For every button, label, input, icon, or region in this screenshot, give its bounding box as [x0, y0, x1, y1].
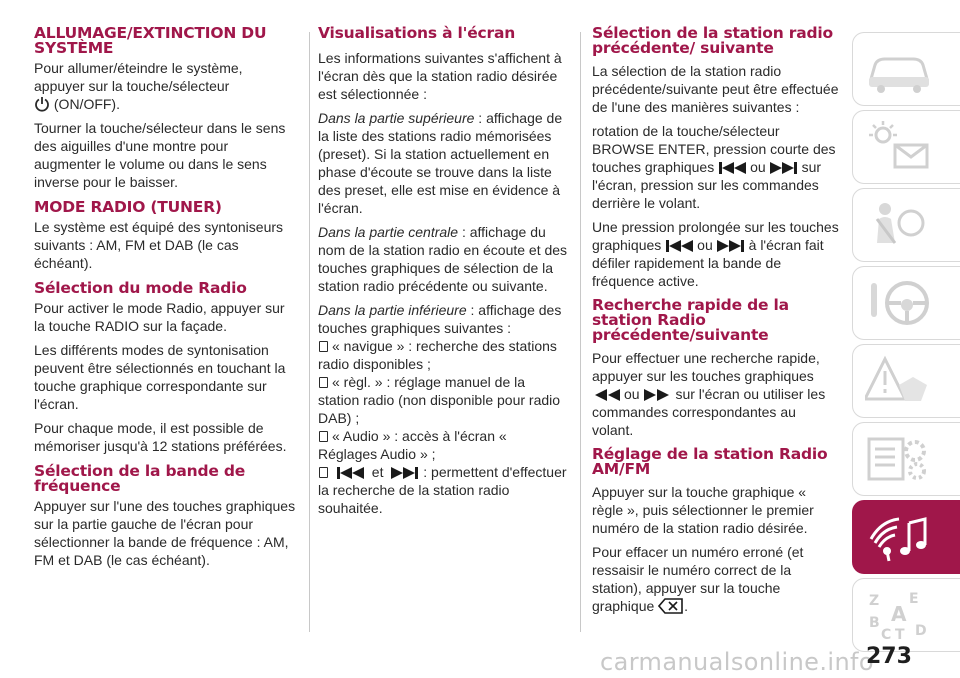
text: sur l'écran, pression sur les commandes derrière le volant.: [592, 159, 822, 211]
heading-power-on-off: ALLUMAGE/EXTINCTION DU SYSTÈME: [34, 24, 267, 57]
bullet-icon: [319, 377, 328, 388]
heading-display: Visualisations à l'écran: [318, 24, 516, 42]
text: Pour effectuer une recherche rapide, appuyer sur les touches graphiques: [592, 350, 820, 384]
bullet-icon: [319, 467, 328, 478]
text: Pour allumer/éteindre le système, appuyer sur la touche/sélecteur: [34, 60, 243, 94]
para-display-top: [318, 109, 568, 217]
para-display-1: Les informations suivantes s'affichent à l'écran dès que la station radio désirée est sélectionnée :: [318, 50, 562, 102]
text: à l'écran fait défiler rapidement la bande de fréquence active.: [592, 237, 824, 289]
heading-quick-search: Recherche rapide de la station Radio précédente/suivante: [592, 296, 789, 344]
seatbelt-airbag-icon: [865, 199, 935, 251]
para-tuning-2: [592, 543, 840, 615]
backspace-icon: [658, 598, 684, 614]
tab-safety[interactable]: [852, 188, 960, 262]
para-sel-3: Pour chaque mode, il est possible de mémoriser jusqu'à 12 stations préférées.: [34, 420, 287, 454]
para-display-center: [318, 223, 568, 295]
text: : affichage des touches graphiques suivantes :: [318, 302, 562, 336]
steering-wheel-icon: [865, 277, 935, 329]
text: (ON/OFF).: [53, 96, 120, 112]
para-prevnext-3: [592, 218, 840, 290]
bullet-audio: [318, 427, 568, 463]
previous-icon: [336, 466, 368, 480]
text: Une pression prolongée sur les touches graphiques: [592, 219, 839, 253]
label-top: Dans la partie supérieure: [318, 110, 475, 126]
para-prevnext-1: La sélection de la station radio précédente/suivante peut être effectuée de l'une des manières suivantes :: [592, 63, 839, 115]
car-icon: [865, 43, 935, 95]
fast-previous-icon: [592, 388, 624, 402]
next-icon: [766, 161, 798, 175]
index-letters-icon: [865, 589, 935, 641]
para-tuning-1: Appuyer sur la touche graphique « règle », puis sélectionner le premier numéro de la station radio désirée.: [592, 484, 814, 536]
page-number: 273: [866, 644, 912, 669]
watermark: carmanualsonline.info: [600, 648, 874, 676]
svg-text:E: E: [909, 591, 919, 607]
heading-band-selection: Sélection de la bande de fréquence: [34, 462, 246, 495]
column-3: [592, 26, 840, 621]
para-display-bottom: [318, 301, 568, 337]
next-icon: [387, 466, 419, 480]
heading-radio-mode: MODE RADIO (TUNER): [34, 198, 222, 216]
svg-text:C: C: [881, 627, 892, 641]
label-center: Dans la partie centrale: [318, 224, 459, 240]
text: .: [684, 598, 689, 614]
label-bottom: Dans la partie inférieure: [318, 302, 467, 318]
para-sel-1: Pour activer le mode Radio, appuyer sur la touche RADIO sur la façade.: [34, 300, 285, 334]
column-divider-1: [309, 32, 310, 632]
text: « règl. » : réglage manuel de la station radio (non disponible pour radio DAB) ;: [318, 374, 561, 426]
para-power-1: [34, 59, 296, 113]
text: Pour effacer un numéro erroné (et ressaisir le numéro correct de la station), appuyer sur la touche graphique: [592, 544, 804, 614]
heading-manual-tuning: Réglage de la station Radio AM/FM: [592, 445, 828, 478]
warning-lights-icon: [865, 121, 935, 173]
tab-emergency[interactable]: [852, 344, 960, 418]
svg-text:B: B: [869, 615, 880, 631]
text: : permettent d'effectuer la recherche de la station radio souhaitée.: [318, 464, 567, 516]
power-icon: [34, 96, 50, 112]
bullet-regl: [318, 373, 568, 427]
text: rotation de la touche/sélecteur BROWSE ENTER, pression courte des touches graphiques: [592, 123, 836, 175]
column-2: [318, 26, 568, 523]
para-prevnext-2: [592, 122, 840, 212]
para-sel-2: Les différents modes de syntonisation peuvent être sélectionnés en touchant la touche graphique correspondante sur l'écran.: [34, 342, 286, 412]
heading-prev-next: Sélection de la station radio précédente/ suivante: [592, 24, 833, 57]
heading-radio-selection: Sélection du mode Radio: [34, 279, 247, 297]
column-1: [34, 26, 296, 575]
text: : affichage du nom de la station radio en écoute et des touches graphiques de sélection de la station radio précédente ou suivante.: [318, 224, 568, 294]
maintenance-gears-icon: [865, 433, 935, 485]
text: « navigue » : recherche des stations radio disponibles ;: [318, 338, 557, 372]
text: « Audio » : accès à l'écran « Réglages Audio » ;: [318, 428, 507, 462]
para-power-2: Tourner la touche/sélecteur dans le sens des aiguilles d'une montre pour augmenter le volume ou dans le sens inverse pour le baisser.: [34, 120, 286, 190]
fast-next-icon: [640, 388, 672, 402]
text: ou: [697, 237, 713, 253]
text: : affichage de la liste des stations radio mémorisées (preset). Si la station actuellement en phase d'écoute se trouve dans la liste des preset, elle est mise en évidence à l'écran.: [318, 110, 563, 216]
svg-text:Z: Z: [869, 593, 880, 609]
text: ou: [624, 386, 640, 402]
text: ou: [750, 159, 766, 175]
column-divider-2: [580, 32, 581, 632]
svg-text:D: D: [915, 623, 927, 639]
text: sur l'écran ou utiliser les commandes correspondantes au volant.: [592, 386, 826, 438]
tab-index[interactable]: [852, 578, 960, 652]
multimedia-icon: [865, 511, 935, 563]
next-icon: [713, 239, 745, 253]
tab-car[interactable]: [852, 32, 960, 106]
svg-text:T: T: [895, 627, 905, 641]
bullet-navigue: [318, 337, 568, 373]
road-warning-icon: [865, 355, 935, 407]
tab-maintenance[interactable]: [852, 422, 960, 496]
chapter-sidebar: [852, 32, 960, 656]
bullet-seek: [318, 463, 568, 517]
para-radio-1: Le système est équipé des syntoniseurs suivants : AM, FM et DAB (le cas échéant).: [34, 219, 284, 271]
previous-icon: [665, 239, 697, 253]
para-band-1: Appuyer sur l'une des touches graphiques sur la partie gauche de l'écran pour sélectionner la bande de fréquence : AM, FM et DAB (le cas échéant).: [34, 498, 296, 568]
tab-driving[interactable]: [852, 266, 960, 340]
para-quick-1: [592, 349, 840, 439]
svg-text:A: A: [891, 602, 907, 626]
bullet-icon: [319, 341, 328, 352]
previous-icon: [718, 161, 750, 175]
text: et: [371, 464, 384, 480]
tab-warning-lights[interactable]: [852, 110, 960, 184]
bullet-icon: [319, 431, 328, 442]
tab-multimedia[interactable]: [852, 500, 960, 574]
